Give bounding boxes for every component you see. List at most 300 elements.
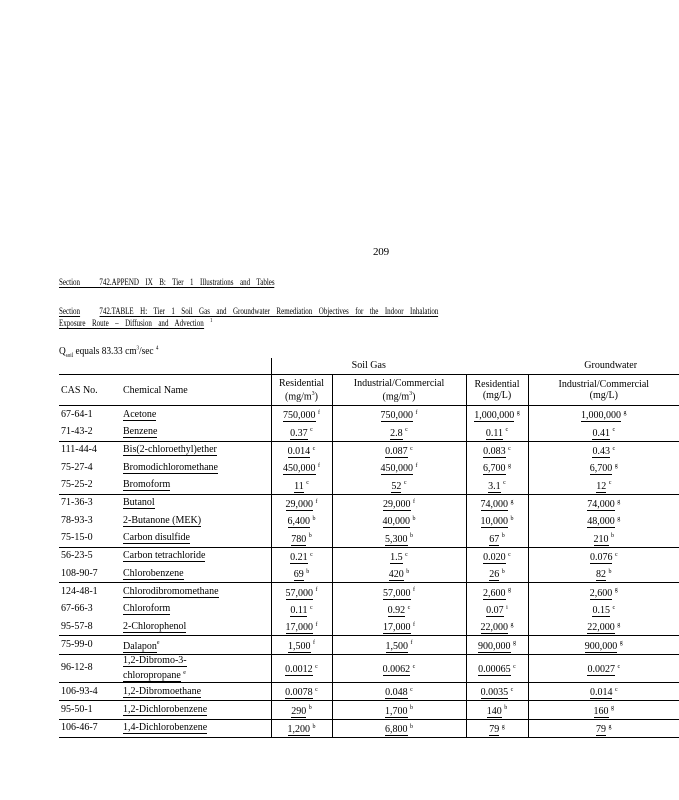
value-text: 1,000,000 xyxy=(474,410,515,422)
footnote-marker: b xyxy=(308,705,312,712)
industrial-groundwater-value xyxy=(528,654,679,682)
residential-soil-gas-value xyxy=(271,476,332,494)
residential-soil-gas-value xyxy=(271,459,332,476)
residential-soil-gas-value xyxy=(271,512,332,529)
industrial-groundwater-value xyxy=(528,459,679,476)
footnote-marker: g xyxy=(623,410,627,416)
value-text: 0.92 xyxy=(387,604,406,616)
chemical-name-text: Bromoform xyxy=(123,478,171,490)
value-text: 1,500 xyxy=(288,640,311,652)
value-text: 6,400 xyxy=(287,516,310,528)
residential-soil-gas-value xyxy=(271,406,332,424)
table-row xyxy=(59,701,679,719)
footnote-marker: f xyxy=(415,410,418,416)
industrial-soil-gas-value xyxy=(332,547,466,565)
residential-groundwater-value xyxy=(466,406,528,424)
cas-number: 71-43-2 xyxy=(61,425,93,437)
footnote-marker: b xyxy=(410,533,413,540)
industrial-soil-gas-value xyxy=(332,565,466,583)
unit-text: (mg/m xyxy=(284,391,312,403)
value-text: 900,000 xyxy=(478,640,511,652)
industrial-soil-gas-value xyxy=(332,618,466,636)
footnote-marker: c xyxy=(412,663,416,670)
qsoil-note: 4 xyxy=(155,345,159,352)
footnote-marker: f xyxy=(413,498,415,505)
footnote-marker: f xyxy=(315,621,318,628)
chemical-name-text: Benzene xyxy=(123,425,158,437)
chemical-name-text: Dalapon xyxy=(123,640,157,652)
value-text: 6,800 xyxy=(385,723,408,735)
footnote-marker: g xyxy=(614,462,618,469)
footnote-marker: g xyxy=(608,723,612,730)
industrial-soil-gas-value xyxy=(332,529,466,547)
cas-number: 106-46-7 xyxy=(59,719,121,737)
value-text: 6,700 xyxy=(483,463,506,475)
chemical-name xyxy=(121,476,271,494)
residential-groundwater-value xyxy=(466,601,528,618)
table-row xyxy=(59,476,679,494)
footnote-marker: c xyxy=(403,480,407,487)
value-text: 2,600 xyxy=(589,587,613,599)
value-text: 2,600 xyxy=(483,587,506,599)
value-text: 5,300 xyxy=(385,533,408,545)
chemical-name xyxy=(121,565,271,583)
unit-close: ) xyxy=(314,391,318,403)
footnote-marker: b xyxy=(306,568,310,575)
table-row xyxy=(59,636,679,654)
footnote-marker: g xyxy=(617,498,621,505)
footnote-marker: i xyxy=(506,604,508,611)
table-row xyxy=(59,565,679,583)
value-text: 0.020 xyxy=(483,551,506,563)
value-text: 57,000 xyxy=(383,587,411,599)
table-row xyxy=(59,618,679,636)
industrial-groundwater-value xyxy=(528,636,679,654)
industrial-soil-gas-value xyxy=(332,636,466,654)
footnote-marker: c xyxy=(612,445,616,452)
unit-text: (mg/m xyxy=(382,391,410,403)
footnote-marker: e xyxy=(183,669,186,676)
chemical-name-text: Chlorobenzene xyxy=(123,567,184,579)
section-heading xyxy=(59,277,275,288)
cas-number: 108-90-7 xyxy=(61,567,98,579)
chemical-name xyxy=(121,512,271,529)
footnote-marker: f xyxy=(413,621,415,628)
column-header-text: Industrial/Commercial xyxy=(558,379,650,390)
value-text: 0.0027 xyxy=(587,663,615,675)
residential-groundwater-value xyxy=(466,719,528,737)
residential-groundwater-value xyxy=(466,682,528,700)
industrial-groundwater-value xyxy=(528,719,679,737)
chemical-name xyxy=(121,406,271,424)
value-text: 29,000 xyxy=(383,498,411,510)
qsoil-subscript: soil xyxy=(65,353,74,360)
residential-groundwater-value xyxy=(466,476,528,494)
chemical-name-text: Carbon tetrachloride xyxy=(123,550,206,562)
footnote-marker: b xyxy=(510,515,514,522)
value-text: 0.0078 xyxy=(285,687,313,699)
residential-groundwater-value xyxy=(466,583,528,601)
footnote-marker: c xyxy=(614,551,618,558)
chemical-name-text: 2-Butanone (MEK) xyxy=(123,514,202,526)
value-text: 160 xyxy=(593,705,609,717)
footnote-marker: g xyxy=(614,587,618,594)
footnote-marker: b xyxy=(410,723,413,730)
value-text: 0.048 xyxy=(385,687,408,699)
footnote-marker: c xyxy=(513,663,516,670)
cas-number: 95-57-8 xyxy=(61,620,93,632)
value-text: 22,000 xyxy=(587,622,615,634)
residential-groundwater-value xyxy=(466,636,528,654)
footnote-marker: c xyxy=(310,551,313,558)
footnote-marker: c xyxy=(407,604,411,611)
industrial-soil-gas-value xyxy=(332,701,466,719)
table-row xyxy=(59,494,679,512)
industrial-groundwater-value xyxy=(528,583,679,601)
residential-soil-gas-value xyxy=(271,494,332,512)
residential-groundwater-value xyxy=(466,565,528,583)
residential-soil-gas-value xyxy=(271,583,332,601)
chemical-name xyxy=(121,682,271,700)
chemical-name xyxy=(121,441,271,459)
cas-number: 75-99-0 xyxy=(59,636,121,654)
value-text: 0.43 xyxy=(592,445,610,457)
value-text: 6,700 xyxy=(589,463,613,475)
chemical-name xyxy=(121,618,271,636)
column-header-industrial-soil-gas xyxy=(332,375,466,406)
footnote-marker: b xyxy=(406,568,410,575)
cas-number: 75-27-4 xyxy=(61,461,93,473)
cas-number: 106-93-4 xyxy=(59,682,121,700)
footnote-marker: c xyxy=(608,480,612,487)
footnote-marker: c xyxy=(617,663,621,670)
value-text: 750,000 xyxy=(380,410,413,422)
residential-groundwater-value xyxy=(466,423,528,441)
footnote-marker: c xyxy=(315,663,318,670)
chemical-name-text: 1,4-Dichlorobenzene xyxy=(123,722,208,734)
residential-soil-gas-value xyxy=(271,654,332,682)
value-text: 0.21 xyxy=(290,551,308,563)
footnote-marker: f xyxy=(410,640,413,647)
column-header-cas: CAS No. xyxy=(61,384,98,396)
footnote-marker: c xyxy=(306,480,309,487)
value-text: 52 xyxy=(391,480,402,492)
value-text: 0.087 xyxy=(385,445,408,457)
cas-number: 56-23-5 xyxy=(59,547,121,565)
footnote-marker: b xyxy=(312,723,316,730)
chemical-name-text: Carbon disulfide xyxy=(123,531,190,543)
industrial-soil-gas-value xyxy=(332,441,466,459)
industrial-soil-gas-value xyxy=(332,583,466,601)
footnote-marker: c xyxy=(614,686,618,693)
residential-groundwater-value xyxy=(466,459,528,476)
industrial-soil-gas-value xyxy=(332,406,466,424)
value-text: 1,700 xyxy=(385,705,408,717)
unit-close: ) xyxy=(412,391,416,403)
chemical-name-text: 1,2-Dibromoethane xyxy=(123,685,202,697)
value-text: 67 xyxy=(489,533,500,545)
chemical-name xyxy=(121,459,271,476)
value-text: 0.0035 xyxy=(480,687,509,699)
industrial-soil-gas-value xyxy=(332,601,466,618)
value-text: 0.0062 xyxy=(382,663,411,675)
value-text: 48,000 xyxy=(587,516,615,528)
value-text: 17,000 xyxy=(285,622,313,634)
cas-number: 96-12-8 xyxy=(59,654,121,682)
table-row xyxy=(59,719,679,737)
cas-number: 124-48-1 xyxy=(59,583,121,601)
table-row xyxy=(59,441,679,459)
footnote-marker: b xyxy=(611,533,615,540)
industrial-groundwater-value xyxy=(528,476,679,494)
value-text: 750,000 xyxy=(283,410,316,422)
chemical-name-text: Bromodichloromethane xyxy=(123,461,218,473)
footnote-marker: f xyxy=(313,640,315,647)
residential-groundwater-value xyxy=(466,494,528,512)
footnote-marker: g xyxy=(501,723,505,730)
table-row xyxy=(59,682,679,700)
section-label: Section xyxy=(59,277,81,287)
value-text: 140 xyxy=(486,705,502,717)
footnote-marker: c xyxy=(508,551,511,558)
cas-number: 111-44-4 xyxy=(59,441,121,459)
value-text: 420 xyxy=(388,569,404,581)
value-text: 12 xyxy=(596,480,607,492)
footnote-marker: b xyxy=(312,515,316,522)
footnote-marker: c xyxy=(405,551,408,558)
residential-soil-gas-value xyxy=(271,547,332,565)
industrial-groundwater-value xyxy=(528,565,679,583)
column-header-text: Industrial/Commercial xyxy=(353,377,445,389)
value-text: 0.37 xyxy=(290,427,308,439)
footnote-marker: c xyxy=(310,427,313,434)
table-row xyxy=(59,406,679,424)
residential-soil-gas-value xyxy=(271,529,332,547)
column-header-chemical-name: Chemical Name xyxy=(121,375,271,406)
value-text: 3.1 xyxy=(488,480,501,492)
value-text: 450,000 xyxy=(283,463,316,475)
residential-groundwater-value xyxy=(466,618,528,636)
footnote-marker: g xyxy=(508,587,512,594)
cas-number: 71-36-3 xyxy=(59,494,121,512)
column-header-unit xyxy=(335,389,464,402)
value-text: 0.00065 xyxy=(478,663,511,675)
remediation-table-wrapper xyxy=(59,358,650,735)
value-text: 82 xyxy=(596,569,607,581)
value-text: 0.41 xyxy=(592,427,610,439)
value-text: 11 xyxy=(294,480,304,492)
table-row xyxy=(59,459,679,476)
table-heading-note: 1 xyxy=(210,318,213,324)
chemical-name-text: 1,2-Dichlorobenzene xyxy=(123,703,208,715)
industrial-groundwater-value xyxy=(528,682,679,700)
table-heading-line2 xyxy=(59,318,213,328)
value-text: 69 xyxy=(293,569,304,581)
industrial-groundwater-value xyxy=(528,701,679,719)
industrial-soil-gas-value xyxy=(332,512,466,529)
footnote-marker: c xyxy=(309,604,313,611)
table-heading-label: Section xyxy=(59,306,81,316)
qsoil-text: equals 83.33 cm xyxy=(75,345,137,357)
column-header-text: Residential xyxy=(279,377,324,389)
chemical-name-text: Bis(2-chloroethyl)ether xyxy=(123,444,217,456)
industrial-groundwater-value xyxy=(528,441,679,459)
footnote-marker: g xyxy=(611,705,615,712)
value-text: 450,000 xyxy=(380,463,413,475)
value-text: 1,500 xyxy=(385,640,408,652)
footnote-marker: c xyxy=(508,445,511,452)
footnote-marker: c xyxy=(410,445,413,452)
chemical-name xyxy=(121,654,271,682)
footnote-marker: g xyxy=(508,462,512,469)
value-text: 10,000 xyxy=(480,516,509,528)
residential-soil-gas-value xyxy=(271,423,332,441)
table-row xyxy=(59,601,679,618)
chemical-name-text: 1,2-Dibromo-3- xyxy=(123,654,187,666)
column-header-unit xyxy=(274,389,330,402)
chemical-name xyxy=(121,423,271,441)
qsoil-unit-tail: /sec xyxy=(139,345,154,357)
remediation-objectives-table xyxy=(59,358,679,738)
table-row xyxy=(59,423,679,441)
chemical-name xyxy=(121,636,271,654)
value-text: 2.8 xyxy=(390,427,403,439)
industrial-soil-gas-value xyxy=(332,494,466,512)
footnote-marker: c xyxy=(505,427,509,434)
residential-groundwater-value xyxy=(466,529,528,547)
cas-number: 67-66-3 xyxy=(61,603,93,615)
cas-number: 75-25-2 xyxy=(61,478,93,490)
industrial-groundwater-value xyxy=(528,423,679,441)
footnote-marker: f xyxy=(318,462,320,469)
industrial-soil-gas-value xyxy=(332,476,466,494)
footnote-marker: f xyxy=(413,587,415,594)
footnote-marker: b xyxy=(501,533,505,540)
page-number: 209 xyxy=(373,246,389,258)
value-text: 780 xyxy=(291,533,307,545)
value-text: 74,000 xyxy=(587,498,615,510)
residential-soil-gas-value xyxy=(271,565,332,583)
industrial-groundwater-value xyxy=(528,601,679,618)
value-text: 0.07 xyxy=(486,604,504,616)
chemical-name xyxy=(121,701,271,719)
industrial-groundwater-value xyxy=(528,529,679,547)
residential-groundwater-value xyxy=(466,701,528,719)
unit-exponent: 3 xyxy=(409,390,413,397)
footnote-marker: f xyxy=(318,410,320,416)
residential-groundwater-value xyxy=(466,441,528,459)
chemical-name-text: 2-Chlorophenol xyxy=(123,620,187,632)
value-text: 0.014 xyxy=(589,687,613,699)
footnote-marker: b xyxy=(412,515,416,522)
table-row xyxy=(59,654,679,682)
industrial-soil-gas-value xyxy=(332,459,466,476)
residential-soil-gas-value xyxy=(271,701,332,719)
industrial-groundwater-value xyxy=(528,512,679,529)
chemical-name xyxy=(121,547,271,565)
residential-soil-gas-value xyxy=(271,441,332,459)
qsoil-exponent: 3 xyxy=(136,345,140,352)
footnote-marker: g xyxy=(513,640,517,647)
unit-exponent: 3 xyxy=(311,390,315,397)
industrial-groundwater-value xyxy=(528,406,679,424)
chemical-name xyxy=(121,719,271,737)
residential-groundwater-value xyxy=(466,547,528,565)
footnote-marker: c xyxy=(612,427,616,434)
group-header-groundwater: Groundwater xyxy=(466,358,679,375)
cas-number: 75-15-0 xyxy=(61,531,93,543)
value-text: 74,000 xyxy=(480,498,509,510)
value-text: 1,000,000 xyxy=(581,410,622,422)
column-header-text: Residential xyxy=(474,379,520,390)
industrial-soil-gas-value xyxy=(332,682,466,700)
section-title: 742.APPEND IX B: Tier 1 Illustrations and Tables xyxy=(99,277,275,287)
residential-soil-gas-value xyxy=(271,682,332,700)
chemical-name-text-cont: chloropropane xyxy=(123,669,181,681)
value-text: 79 xyxy=(489,723,500,735)
value-text: 0.083 xyxy=(483,445,506,457)
qsoil-symbol: Q xyxy=(59,345,66,357)
residential-soil-gas-value xyxy=(271,618,332,636)
industrial-soil-gas-value xyxy=(332,423,466,441)
chemical-name-text: Acetone xyxy=(123,408,157,420)
value-text: 290 xyxy=(291,705,307,717)
chemical-name xyxy=(121,583,271,601)
footnote-marker: c xyxy=(315,686,318,693)
value-text: 57,000 xyxy=(285,587,313,599)
value-text: 0.11 xyxy=(290,604,308,616)
footnote-marker: g xyxy=(510,498,514,505)
residential-soil-gas-value xyxy=(271,601,332,618)
value-text: 0.0012 xyxy=(285,663,313,675)
value-text: 0.014 xyxy=(287,445,311,457)
footnote-marker: b xyxy=(410,705,413,712)
footnote-marker: b xyxy=(308,533,312,540)
group-header-soil-gas: Soil Gas xyxy=(271,358,466,375)
value-text: 0.15 xyxy=(592,604,610,616)
chemical-name-text: Butanol xyxy=(123,497,155,509)
value-text: 1,200 xyxy=(287,723,310,735)
value-text: 900,000 xyxy=(584,640,618,652)
footnote-marker: c xyxy=(510,686,514,693)
residential-soil-gas-value xyxy=(271,719,332,737)
table-heading-line1 xyxy=(59,306,438,316)
residential-groundwater-value xyxy=(466,654,528,682)
chemical-name-text: Chlorodibromomethane xyxy=(123,585,219,597)
value-text: 22,000 xyxy=(480,622,509,634)
footnote-marker: b xyxy=(504,705,508,712)
value-text: 29,000 xyxy=(285,498,313,510)
column-header-unit: (mg/L) xyxy=(589,390,618,401)
value-text: 1.5 xyxy=(390,551,403,563)
footnote-marker: f xyxy=(315,498,318,505)
value-text: 0.11 xyxy=(485,427,503,439)
value-text: 79 xyxy=(596,723,607,735)
footnote-marker: g xyxy=(617,621,621,628)
column-header-unit: (mg/L) xyxy=(482,390,512,401)
industrial-groundwater-value xyxy=(528,618,679,636)
table-row xyxy=(59,583,679,601)
chemical-name xyxy=(121,601,271,618)
residential-groundwater-value xyxy=(466,512,528,529)
footnote-marker: c xyxy=(312,445,316,452)
table-row xyxy=(59,547,679,565)
footnote-marker: c xyxy=(503,480,506,487)
footnote-marker: c xyxy=(612,604,616,611)
column-header-residential-groundwater xyxy=(466,375,528,406)
column-header-industrial-groundwater xyxy=(528,375,679,406)
table-row xyxy=(59,512,679,529)
